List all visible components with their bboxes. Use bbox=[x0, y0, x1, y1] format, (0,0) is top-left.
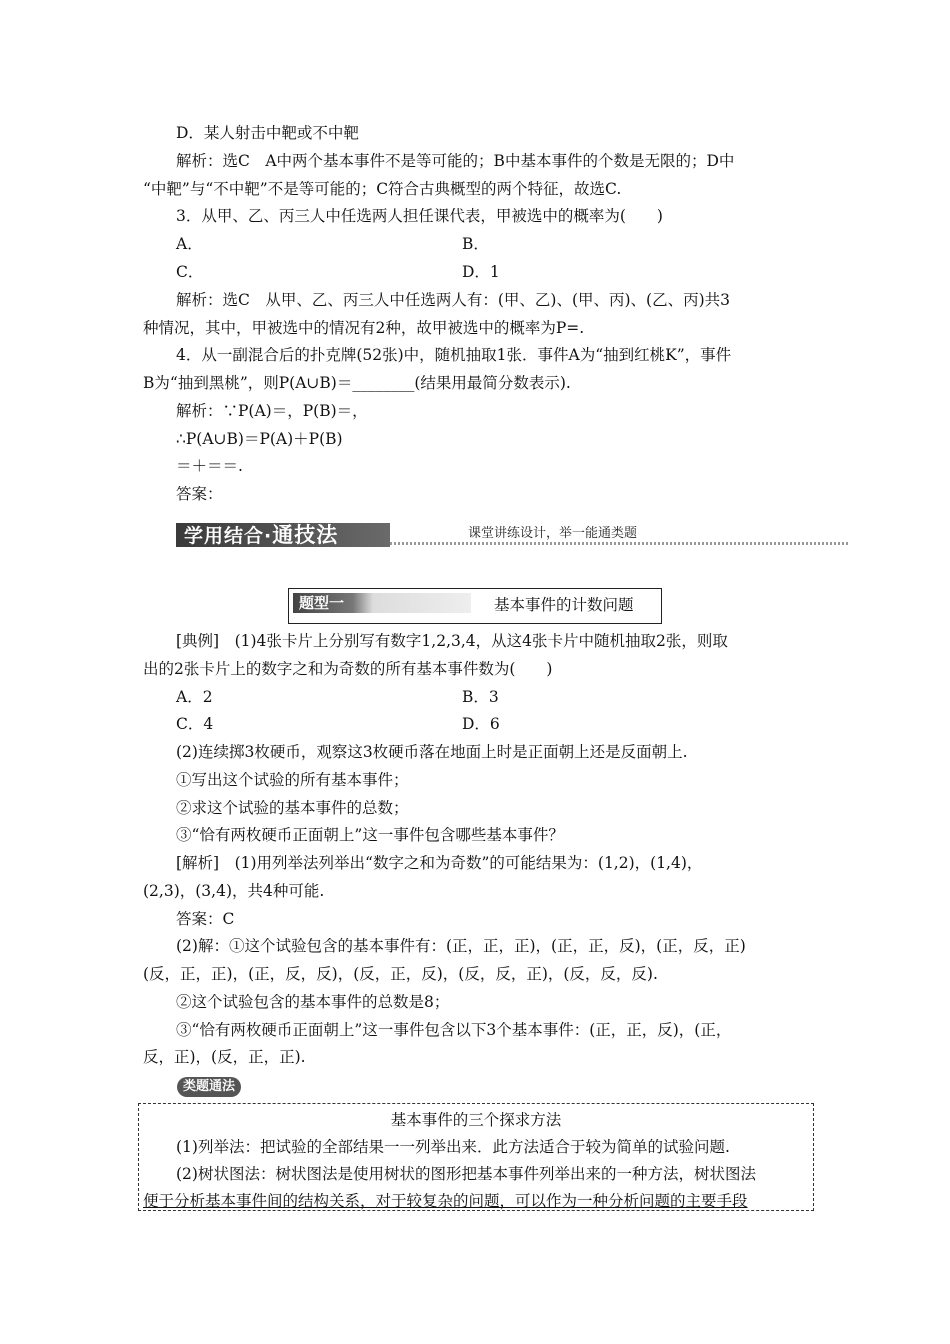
example-option-c: C．4 bbox=[176, 715, 214, 733]
example-line: [典例] (1)4张卡片上分别写有数字1,2,3,4，从这4张卡片中随机抽取2张，则取 bbox=[176, 632, 728, 650]
option-a: A． bbox=[176, 235, 203, 253]
example-option-b: B．3 bbox=[462, 688, 499, 706]
option-d: D．1 bbox=[462, 263, 500, 281]
example-line: ③“恰有两枚硬币正面朝上”这一事件包含哪些基本事件？ bbox=[176, 826, 564, 844]
example-line: ②求这个试验的基本事件的总数； bbox=[176, 799, 409, 817]
example-line: ①写出这个试验的所有基本事件； bbox=[176, 771, 409, 789]
banner-title bbox=[184, 524, 338, 547]
solution-line: [解析] (1)用列举法列举出“数字之和为奇数”的可能结果为：(1,2)，(1,4)， bbox=[176, 854, 703, 872]
option-d-line: D．某人射击中靶或不中靶 bbox=[176, 124, 359, 142]
section-banner bbox=[176, 523, 850, 547]
method-pill-label: 类题通法 bbox=[177, 1077, 241, 1097]
method-line: (1)列举法：把试验的全部结果一一列举出来．此方法适合于较为简单的试验问题. bbox=[176, 1138, 730, 1156]
method-line: 便于分析基本事件间的结构关系，对于较复杂的问题，可以作为一种分析问题的主要手段 bbox=[143, 1192, 748, 1210]
answer-label: 答案： bbox=[176, 485, 223, 503]
question-3: 3．从甲、乙、丙三人中任选两人担任课代表，甲被选中的概率为( ) bbox=[176, 207, 663, 225]
analysis-line: ∴P(A∪B)＝P(A)＋P(B) bbox=[176, 430, 343, 448]
type-heading-box bbox=[288, 588, 662, 624]
solution-line: (2)解：①这个试验包含的基本事件有：(正，正，正)，(正，正，反)，(正，反，正) bbox=[176, 937, 746, 955]
solution-line: (2,3)，(3,4)，共4种可能. bbox=[143, 882, 325, 900]
method-heading: 基本事件的三个探求方法 bbox=[390, 1111, 562, 1129]
example-option-a: A．2 bbox=[176, 688, 213, 706]
analysis-line: 解析：∵P(A)＝，P(B)＝， bbox=[176, 402, 368, 420]
solution-line: (反，正，正)，(正，反，反)，(反，正，反)，(反，反，正)，(反，反，反). bbox=[143, 965, 658, 983]
solution-line: 反，正)，(反，正，正). bbox=[143, 1048, 306, 1066]
analysis-line: 解析：选C 从甲、乙、丙三人中任选两人有：(甲、乙)、(甲、丙)、(乙、丙)共3 bbox=[176, 291, 731, 309]
banner-title-a: 学用结合· bbox=[184, 525, 273, 547]
question-4: 4．从一副混合后的扑克牌(52张)中，随机抽取1张．事件A为“抽到红桃K”，事件 bbox=[176, 346, 732, 364]
type-label: 基本事件的计数问题 bbox=[494, 596, 634, 614]
analysis-line: ＝＋＝＝. bbox=[176, 457, 243, 475]
analysis-line: 种情况，其中，甲被选中的情况有2种，故甲被选中的概率为P=. bbox=[143, 319, 585, 337]
question-4-cont: B为“抽到黑桃”，则P(A∪B)＝________(结果用最简分数表示). bbox=[143, 374, 571, 392]
option-c: C． bbox=[176, 263, 204, 281]
solution-line: ③“恰有两枚硬币正面朝上”这一事件包含以下3个基本事件：(正，正，反)，(正， bbox=[176, 1021, 732, 1039]
analysis-line: “中靶”与“不中靶”不是等可能的；C符合古典概型的两个特征，故选C. bbox=[143, 180, 622, 198]
method-line: (2)树状图法：树状图法是使用树状的图形把基本事件列举出来的一种方法，树状图法 bbox=[176, 1165, 756, 1183]
example-line: (2)连续掷3枚硬币，观察这3枚硬币落在地面上时是正面朝上还是反面朝上. bbox=[176, 743, 688, 761]
solution-answer: 答案：C bbox=[176, 910, 235, 928]
analysis-line: 解析：选C A中两个基本事件不是等可能的；B中基本事件的个数是无限的；D中 bbox=[176, 152, 735, 170]
type-tag-text: 题型一 bbox=[299, 594, 345, 612]
banner-title-b: 通技法 bbox=[272, 523, 339, 547]
example-option-d: D．6 bbox=[462, 715, 500, 733]
option-b: B． bbox=[462, 235, 489, 253]
solution-line: ②这个试验包含的基本事件的总数是8； bbox=[176, 993, 450, 1011]
example-line: 出的2张卡片上的数字之和为奇数的所有基本事件数为( ) bbox=[143, 660, 553, 678]
banner-subtitle: 课堂讲练设计，举一能通类题 bbox=[468, 526, 638, 541]
type-tag bbox=[293, 593, 471, 613]
